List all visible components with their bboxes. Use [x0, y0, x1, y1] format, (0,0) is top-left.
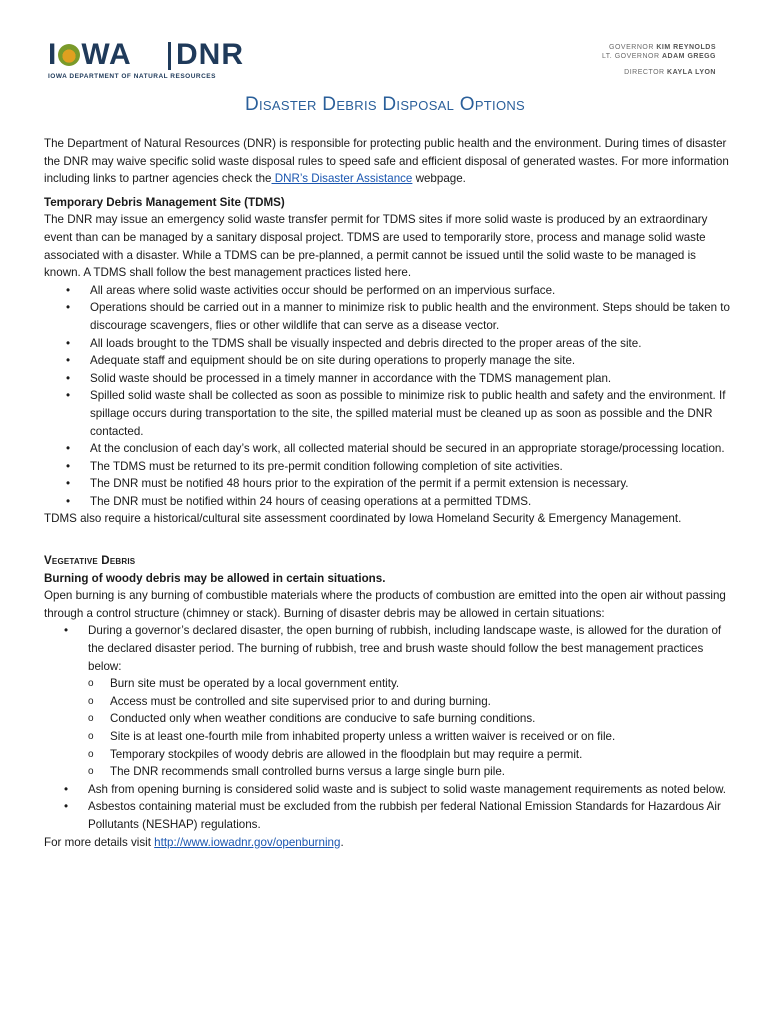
vegetative-subheading: Burning of woody debris may be allowed in certain situations. — [44, 571, 386, 585]
page-header — [0, 0, 770, 90]
list-item: • Operations should be carried out in a manner to minimize risk to public health and the environment. Steps should be taken to discourage scavengers, flies or other wildlife that can serve as a disease vector. — [44, 299, 734, 334]
sub-list-item: o Site is at least one-fourth mile from inhabited property unless a written waiver is received or on file. — [88, 728, 734, 746]
logo-divider — [168, 42, 171, 70]
logo-dnr-text: DNR — [176, 38, 244, 71]
list-item: • All areas where solid waste activities occur should be performed on an impervious surface. — [44, 282, 734, 300]
more-details: For more details visit http://www.iowadnr.gov/openburning. — [44, 835, 344, 849]
logo-sun-icon — [58, 44, 80, 66]
list-item: • Solid waste should be processed in a timely manner in accordance with the TDMS management plan. — [44, 370, 734, 388]
vegetative-list — [44, 622, 734, 833]
tdms-heading: Temporary Debris Management Site (TDMS) — [44, 195, 285, 209]
list-item: • Asbestos containing material must be excluded from the rubbish per federal National Emission Standards for Hazardous Air Pollutants (NESHAP) regulations. — [44, 798, 734, 833]
intro-paragraph: The Department of Natural Resources (DNR) is responsible for protecting public health and the environment. During times of disaster the DNR may waive specific solid waste disposal rules to speed safe and efficient disposal of generated wastes. For more information including links to partner agencies check the DNR’s Disaster Assistance webpage. — [44, 137, 729, 186]
vegetative-heading: Vegetative Debris — [44, 554, 136, 568]
lt-governor-label: LT. GOVERNOR — [601, 53, 660, 60]
document-body — [44, 135, 734, 851]
burn-practices-list — [88, 675, 734, 781]
list-item: • During a governor’s declared disaster, the open burning of rubbish, including landscape waste, is allowed for the duration of the declared disaster period. The burning of rubbish, tree and brush waste should follow the best management practices below: o Burn site must be operated by a local government entity. o Access must be controlled and site supervised prior to and during burning. o Conducted only when weather conditions are conducive to safe burning conditions. o Site is at least one-fourth mile from inhabited property unless a written waiver is received or on file. o Temporary stockpiles of woody debris are allowed in the floodplain but may require a permit. o The DNR recommends small controlled burns versus a large single burn pile. — [44, 622, 734, 780]
vegetative-paragraph: Open burning is any burning of combustible materials where the products of combustion are emitted into the open air without passing through a control structure (chimney or stack). Burning of disaster debris may be allowed in certain situations: — [44, 589, 726, 620]
tdms-footer: TDMS also require a historical/cultural site assessment coordinated by Iowa Homeland Security & Emergency Management. — [44, 512, 682, 526]
logo-subtitle: IOWA DEPARTMENT OF NATURAL RESOURCES — [48, 73, 216, 80]
iowa-dnr-logo — [48, 40, 248, 84]
logo-iowa-text: I WA — [48, 38, 132, 71]
officials-block — [602, 43, 716, 77]
sub-list-item: o Access must be controlled and site supervised prior to and during burning. — [88, 693, 734, 711]
tdms-paragraph: The DNR may issue an emergency solid waste transfer permit for TDMS sites if more solid waste is produced by an extraordinary event than can be managed by a sanitary disposal project. TDMS are used to temporarily store, process and manage solid waste associated with a disaster. While a TDMS can be pre-planned, a permit cannot be issued until the solid waste to be managed is known. A TDMS shall follow the best management practices listed here. — [44, 213, 708, 280]
sub-list-item: o Conducted only when weather conditions are conducive to safe burning conditions. — [88, 710, 734, 728]
open-burning-link[interactable]: http://www.iowadnr.gov/openburning — [154, 835, 341, 849]
list-item: • Ash from opening burning is considered solid waste and is subject to solid waste management requirements as noted below. — [44, 781, 734, 799]
governor-name: KIM REYNOLDS — [656, 44, 716, 51]
list-item: • All loads brought to the TDMS shall be visually inspected and debris directed to the proper areas of the site. — [44, 335, 734, 353]
list-item: • Adequate staff and equipment should be on site during operations to properly manage the site. — [44, 352, 734, 370]
list-item: • The DNR must be notified within 24 hours of ceasing operations at a permitted TDMS. — [44, 493, 734, 511]
director-label: DIRECTOR — [624, 69, 665, 76]
lt-governor-name: ADAM GREGG — [662, 53, 716, 60]
tdms-list — [44, 282, 734, 511]
director-name: KAYLA LYON — [667, 69, 716, 76]
disaster-assistance-link[interactable]: DNR’s Disaster Assistance — [271, 172, 413, 186]
list-item: • At the conclusion of each day’s work, all collected material should be secured in an appropriate storage/processing location. — [44, 440, 734, 458]
list-item: • Spilled solid waste shall be collected as soon as possible to minimize risk to public health and safety and the environment. If spillage occurs during transportation to the site, the spilled material must be cleaned up as soon as possible and the DNR contacted. — [44, 387, 734, 440]
governor-label: GOVERNOR — [609, 44, 654, 51]
page-title: Disaster Debris Disposal Options — [244, 94, 526, 115]
sub-list-item: o Burn site must be operated by a local government entity. — [88, 675, 734, 693]
list-item: • The TDMS must be returned to its pre-permit condition following completion of site activities. — [44, 458, 734, 476]
sub-list-item: o The DNR recommends small controlled burns versus a large single burn pile. — [88, 763, 734, 781]
sub-list-item: o Temporary stockpiles of woody debris are allowed in the floodplain but may require a permit. — [88, 746, 734, 764]
list-item: • The DNR must be notified 48 hours prior to the expiration of the permit if a permit extension is necessary. — [44, 475, 734, 493]
